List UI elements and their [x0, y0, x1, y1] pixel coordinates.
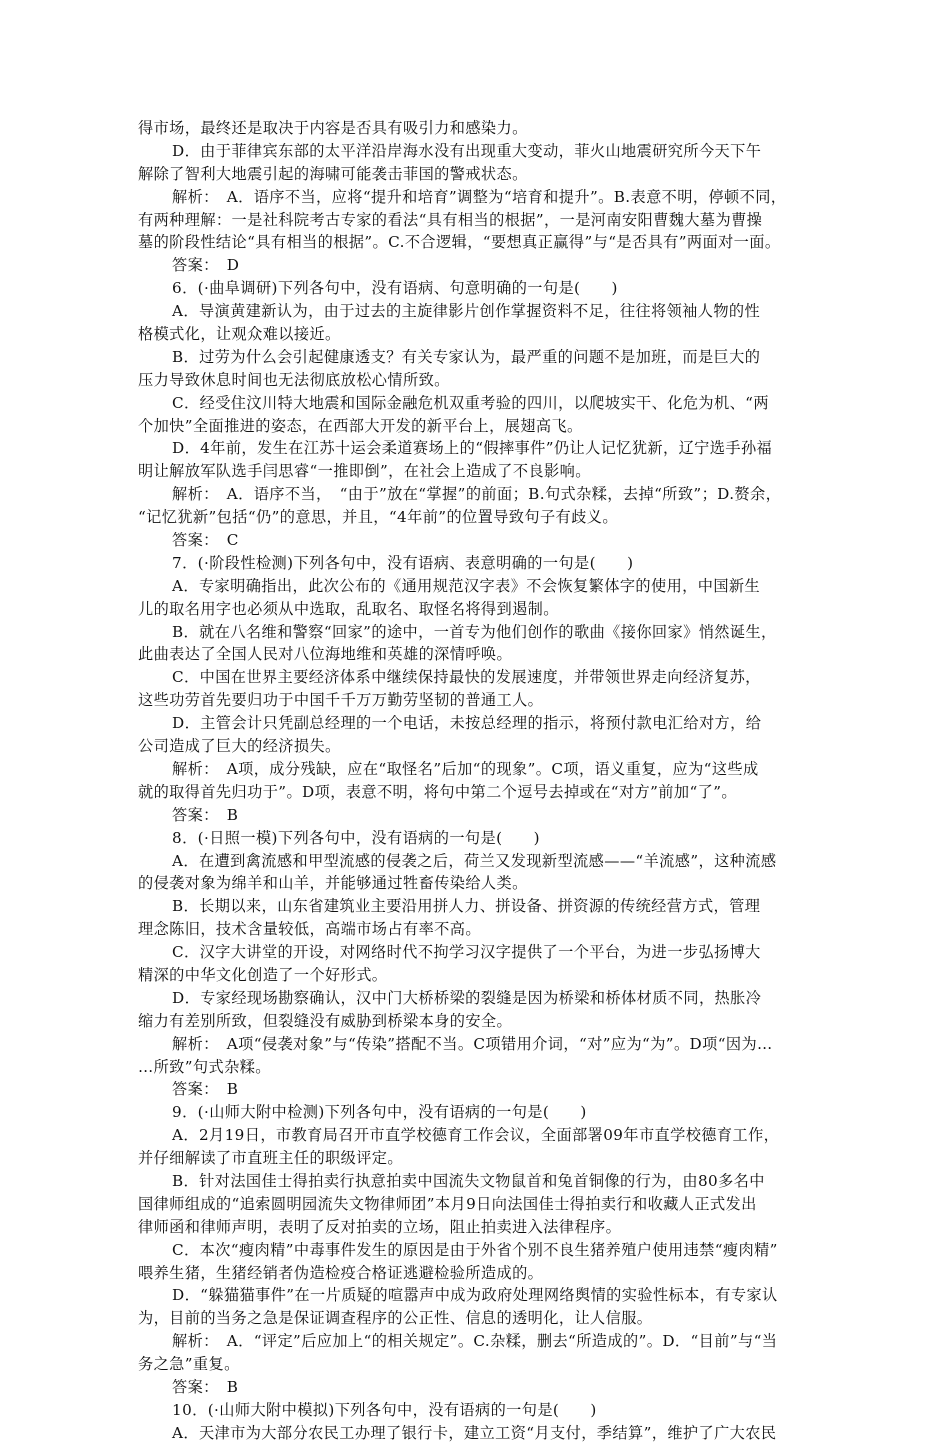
text-line: 6．(·曲阜调研)下列各句中，没有语病、句意明确的一句是( ) — [172, 279, 618, 298]
text-line: D．4年前，发生在江苏十运会柔道赛场上的“假摔事件”仍让人记忆犹新，辽宁选手孙福 — [172, 439, 773, 458]
text-line: 答案： B — [172, 805, 239, 824]
text-line: 的侵袭对象为绵羊和山羊，并能够通过牲畜传染给人类。 — [138, 874, 528, 893]
text-line: 9．(·山师大附中检测)下列各句中，没有语病的一句是( ) — [172, 1103, 587, 1122]
text-line: 此曲表达了全国人民对八位海地维和英雄的深情呼唤。 — [138, 645, 513, 664]
text-line: 7．(·阶段性检测)下列各句中，没有语病、表意明确的一句是( ) — [172, 553, 634, 572]
text-line: A．专家明确指出，此次公布的《通用规范汉字表》不会恢复繁体字的使用，中国新生 — [172, 576, 761, 595]
text-line: 格模式化，让观众难以接近。 — [138, 325, 341, 344]
text-line: 10．(·山师大附中模拟)下列各句中，没有语病的一句是( ) — [172, 1400, 597, 1419]
text-line: D．专家经现场勘察确认，汉中门大桥桥梁的裂缝是因为桥梁和桥体材质不同，热胀冷 — [172, 988, 762, 1007]
text-line: B．针对法国佳士得拍卖行执意拍卖中国流失文物鼠首和兔首铜像的行为，由80多名中 — [172, 1171, 765, 1190]
text-line: 精深的中华文化创造了一个好形式。 — [138, 965, 388, 984]
text-line: A．天津市为大部分农民工办理了银行卡，建立工资“月支付，季结算”，维护了广大农民 — [172, 1423, 777, 1442]
text-line: 明让解放军队选手闫思睿“一推即倒”，在社会上造成了不良影响。 — [138, 462, 591, 481]
text-line: 墓的阶段性结论“具有相当的根据”。C.不合逻辑，“要想真正赢得”与“是否具有”两面对一面。 — [138, 233, 781, 252]
text-line: 理念陈旧，技术含量较低，高端市场占有率不高。 — [138, 920, 481, 939]
text-line: 并仔细解读了市直班主任的职级评定。 — [138, 1149, 403, 1168]
text-line: “记忆犹新”包括“仍”的意思，并且，“4年前”的位置导致句子有歧义。 — [138, 508, 618, 527]
text-line: 公司造成了巨大的经济损失。 — [138, 737, 341, 756]
text-line: C．本次“瘦肉精”中毒事件发生的原因是由于外省个别不良生猪养殖户使用违禁“瘦肉精” — [172, 1240, 778, 1259]
text-line: D．主管会计只凭副总经理的一个电话，未按总经理的指示，将预付款电汇给对方，给 — [172, 714, 762, 733]
text-line: C．经受住汶川特大地震和国际金融危机双重考验的四川，以爬坡实干、化危为机、“两 — [172, 393, 769, 412]
text-line: 有两种理解：一是社科院考古专家的看法“具有相当的根据”，一是河南安阳曹魏大墓为曹操 — [138, 210, 763, 229]
text-line: A．在遭到禽流感和甲型流感的侵袭之后，荷兰又发现新型流感——“羊流感”，这种流感 — [172, 851, 777, 870]
text-line: 答案： B — [172, 1080, 239, 1099]
text-line: D．“躲猫猫事件”在一片质疑的喧嚣声中成为政府处理网络舆情的实验性标本，有专家认 — [172, 1286, 778, 1305]
text-line: 缩力有差别所致，但裂缝没有威胁到桥梁本身的安全。 — [138, 1011, 513, 1030]
text-line: B．过劳为什么会引起健康透支？有关专家认为，最严重的问题不是加班，而是巨大的 — [172, 347, 761, 366]
text-line: A．导演黄建新认为，由于过去的主旋律影片创作掌握资料不足，往往将领袖人物的性 — [172, 302, 761, 321]
text-line: 得市场，最终还是取决于内容是否具有吸引力和感染力。 — [138, 119, 528, 137]
text-line: 儿的取名用字也必须从中选取，乱取名、取怪名将得到遏制。 — [138, 599, 559, 618]
text-line: 就的取得首先归功于”。D项，表意不明，将句中第二个逗号去掉或在“对方”前加“了”。 — [138, 782, 737, 801]
text-line: 个加快”全面推进的姿态，在西部大开发的新平台上，展翅高飞。 — [138, 416, 583, 435]
text-line: 解除了智利大地震引起的海啸可能袭击菲国的警戒状态。 — [138, 164, 528, 183]
text-line: 律师函和律师声明，表明了反对拍卖的立场，阻止拍卖进入法律程序。 — [138, 1217, 622, 1236]
text-line: 这些功劳首先要归功于中国千千万万勤劳坚韧的普通工人。 — [138, 691, 544, 710]
text-line: 解析： A．语序不当，应将“提升和培育”调整为“培育和提升”。B.表意不明，停顿不同， — [172, 187, 787, 206]
text-line: 解析： A项“侵袭对象”与“传染”搭配不当。C项错用介词，“对”应为“为”。D项“因为… — [172, 1034, 773, 1053]
text-line: 8．(·日照一模)下列各句中，没有语病的一句是( ) — [172, 828, 540, 847]
text-line: C．中国在世界主要经济体系中继续保持最快的发展速度，并带领世界走向经济复苏， — [172, 668, 761, 687]
text-line: B．就在八名维和警察“回家”的途中，一首专为他们创作的歌曲《接你回家》悄然诞生， — [172, 622, 777, 641]
text-line: C．汉字大讲堂的开设，对网络时代不拘学习汉字提供了一个平台，为进一步弘扬博大 — [172, 943, 761, 962]
text-line: 答案： C — [172, 531, 239, 550]
text-line: 压力导致休息时间也无法彻底放松心情所致。 — [138, 370, 450, 389]
text-line: A．2月19日，市教育局召开市直学校德育工作会议，全面部署09年市直学校德育工作， — [172, 1126, 780, 1145]
text-line: 国律师组成的“追索圆明园流失文物律师团”本月9日向法国佳士得拍卖行和收藏人正式发出 — [138, 1194, 757, 1213]
text-line: 答案： D — [172, 256, 240, 275]
text-line: B．长期以来，山东省建筑业主要沿用拼人力、拼设备、拼资源的传统经营方式，管理 — [172, 897, 761, 916]
text-line: 喂养生猪，生猪经销者伪造检疫合格证逃避检验所造成的。 — [138, 1263, 544, 1282]
text-line: 答案： B — [172, 1377, 239, 1396]
text-line: 解析： A．语序不当， “由于”放在“掌握”的前面；B.句式杂糅，去掉“所致”；D.赘余， — [172, 485, 782, 504]
text-line: …所致”句式杂糅。 — [138, 1057, 271, 1076]
text-line: 为，目前的当务之急是保证调查程序的公正性、信息的透明化，让人信服。 — [138, 1309, 653, 1328]
document-body — [138, 117, 816, 1445]
text-line: D．由于菲律宾东部的太平洋沿岸海水没有出现重大变动，菲火山地震研究所今天下午 — [172, 141, 762, 160]
text-line: 务之急”重复。 — [138, 1355, 240, 1374]
text-line: 解析： A项，成分残缺，应在“取怪名”后加“的现象”。C项，语义重复，应为“这些成 — [172, 759, 759, 778]
text-line: 解析： A．“评定”后应加上“的相关规定”。C.杂糅，删去“所造成的”。D．“目前”与“当 — [172, 1332, 778, 1351]
